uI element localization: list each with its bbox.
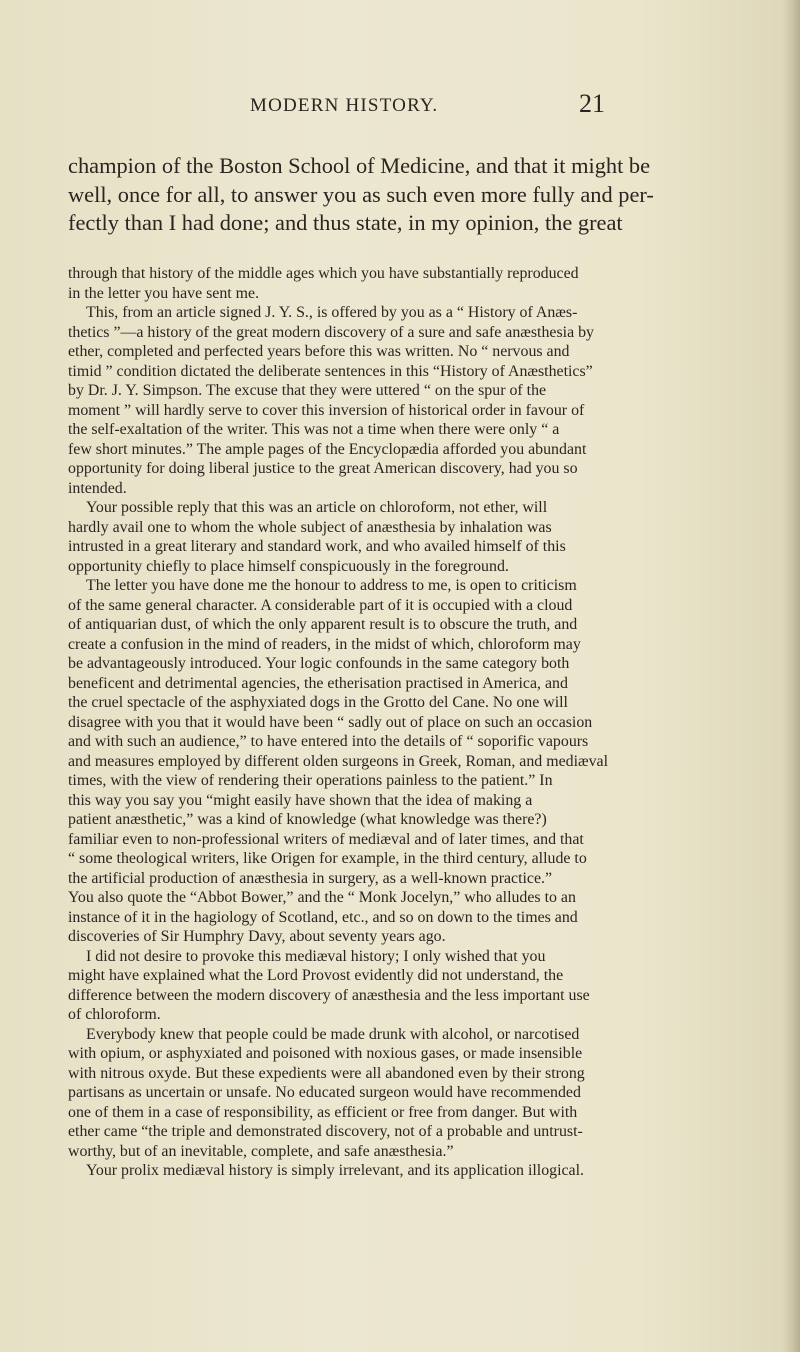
text-line: intended. — [68, 479, 127, 497]
text-line: instance of it in the hagiology of Scotland, etc., and so on down to the times and — [68, 908, 578, 926]
text-line: Your prolix mediæval history is simply irrelevant, and its application illogical. — [86, 1162, 584, 1179]
text-line: through that history of the middle ages which you have substantially reproduced — [68, 265, 579, 282]
text-line: intrusted in a great literary and standard work, and who availed himself of this — [68, 538, 566, 555]
text-line: You also quote the “Abbot Bower,” and the “ Monk Jocelyn,” who alludes to an — [68, 889, 576, 906]
text-line: discoveries of Sir Humphry Davy, about seventy years ago. — [68, 928, 446, 945]
text-line: partisans as uncertain or unsafe. No educated surgeon would have recommended — [68, 1084, 581, 1101]
text-line: the artificial production of anæsthesia in surgery, as a well-known practice.” — [68, 869, 553, 887]
text-line: of chloroform. — [68, 1006, 161, 1023]
page-header — [250, 89, 605, 129]
text-line: and measures employed by different olden surgeons in Greek, Roman, and mediæval — [68, 752, 609, 770]
text-line: opportunity for doing liberal justice to the great American discovery, had you so — [68, 460, 578, 477]
text-line: I did not desire to provoke this mediæval history; I only wished that you — [86, 947, 546, 965]
text-line: moment ” will hardly serve to cover this inversion of historical order in favour of — [68, 401, 585, 419]
text-line: timid ” condition dictated the deliberate sentences in this “History of Anæsthetics” — [68, 362, 593, 380]
text-line: worthy, but of an inevitable, complete, and safe anæsthesia.” — [68, 1142, 454, 1160]
text-line: the self-exaltation of the writer. This was not a time when there were only “ a — [68, 421, 560, 438]
text-line: be advantageously introduced. Your logic confounds in the same category both — [68, 655, 570, 672]
text-line: might have explained what the Lord Provost evidently did not understand, the — [68, 967, 564, 984]
text-line: of antiquarian dust, of which the only apparent result is to obscure the truth, and — [68, 616, 578, 633]
text-line: disagree with you that it would have been “ sadly out of place on such an occasion — [68, 713, 593, 731]
text-line: Everybody knew that people could be made drunk with alcohol, or narcotised — [86, 1025, 580, 1043]
text-line: one of them in a case of responsibility, as efficient or free from danger. But with — [68, 1103, 578, 1121]
text-line: opportunity chiefly to place himself conspicuously in the foreground. — [68, 557, 509, 575]
page-number: 21 — [579, 89, 605, 118]
text-line: “ some theological writers, like Origen for example, in the third century, allude to — [68, 850, 587, 867]
text-line: champion of the Boston School of Medicine, and that it might be — [68, 153, 651, 178]
text-line: create a confusion in the mind of readers, in the midst of which, chloroform may — [68, 635, 581, 653]
text-line: This, from an article signed J. Y. S., is offered by you as a “ History of Anæs- — [86, 304, 578, 321]
text-line: ether came “the triple and demonstrated discovery, not of a probable and untrust- — [68, 1123, 583, 1140]
text-line: with nitrous oxyde. But these expedients were all abandoned even by their strong — [68, 1064, 585, 1082]
text-line: by Dr. J. Y. Simpson. The excuse that they were uttered “ on the spur of the — [68, 382, 547, 399]
text-line: familiar even to non-professional writers of mediæval and of later times, and that — [68, 830, 584, 848]
running-head: MODERN HISTORY. — [250, 95, 439, 116]
footnote-block — [68, 264, 714, 1181]
text-line: this way you say you “might easily have shown that the idea of making a — [68, 791, 533, 809]
text-line: few short minutes.” The ample pages of the Encyclopædia afforded you abundant — [68, 440, 587, 458]
lead-paragraph — [68, 152, 654, 238]
text-line: of the same general character. A considerable part of it is occupied with a cloud — [68, 596, 573, 614]
text-line: patient anæsthetic,” was a kind of knowledge (what knowledge was there?) — [68, 811, 547, 828]
text-line: fectly than I had done; and thus state, in my opinion, the great — [68, 210, 623, 235]
text-line: in the letter you have sent me. — [68, 284, 260, 302]
text-line: thetics ”—a history of the great modern discovery of a sure and safe anæsthesia by — [68, 323, 594, 341]
text-line: ether, completed and perfected years before this was written. No “ nervous and — [68, 343, 570, 360]
text-line: times, with the view of rendering their operations painless to the patient.” In — [68, 772, 553, 789]
text-line: the cruel spectacle of the asphyxiated dogs in the Grotto del Cane. No one will — [68, 694, 568, 711]
text-line: beneficent and detrimental agencies, the etherisation practised in America, and — [68, 674, 568, 692]
text-line: Your possible reply that this was an article on chloroform, not ether, will — [86, 499, 548, 516]
page-edge-shadow — [782, 0, 800, 1352]
text-line: with opium, or asphyxiated and poisoned with noxious gases, or made insensible — [68, 1045, 583, 1062]
text-line: hardly avail one to whom the whole subject of anæsthesia by inhalation was — [68, 518, 552, 536]
text-line: difference between the modern discovery of anæsthesia and the less important use — [68, 986, 590, 1004]
text-line: well, once for all, to answer you as such even more fully and per- — [68, 181, 654, 207]
text-line: The letter you have done me the honour to address to me, is open to criticism — [86, 577, 577, 594]
text-line: and with such an audience,” to have entered into the details of “ soporific vapours — [68, 733, 589, 750]
